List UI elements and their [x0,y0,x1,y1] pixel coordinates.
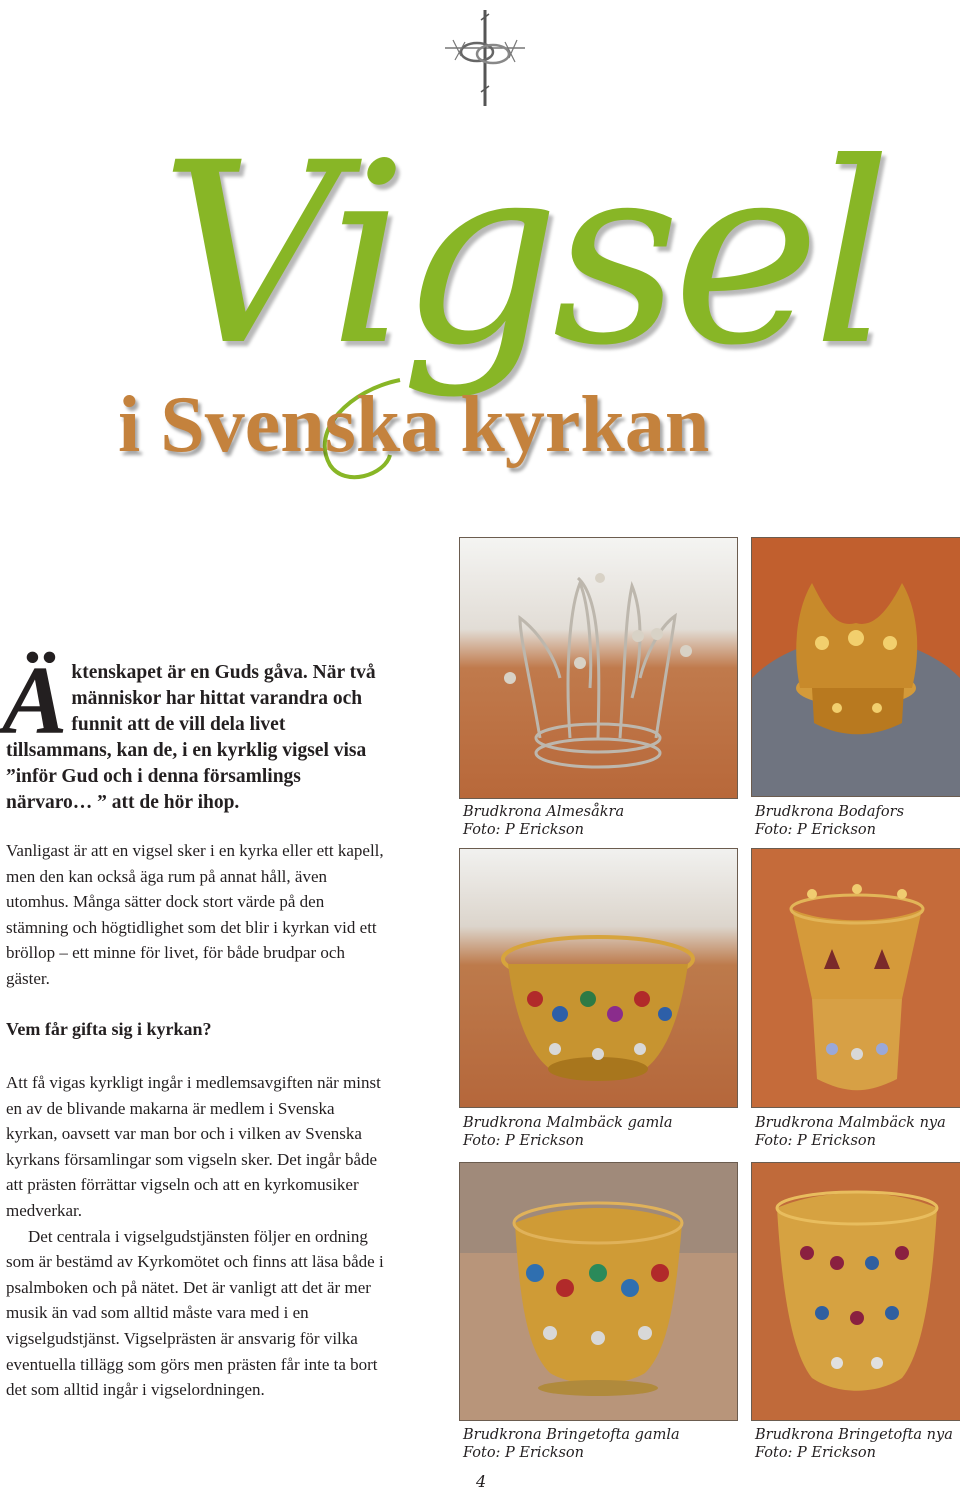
crown-photo-bringetofta-gamla [459,1162,738,1421]
page-number: 4 [476,1472,487,1491]
title-main: Vigsel [160,109,885,400]
caption-almesakra [463,803,624,839]
crown-photo-malmback-nya [751,848,960,1108]
crown-photo-malmback-gamla [459,848,738,1108]
body-paragraph-1: Vanligast är att en vigsel sker i en kyrka eller ett kapell, men den kan också äga rum på annat håll, även utomhus. Många sätter dock stort värde på den stämning och högtidlighet som det blir i kyrkan vid ett bröllop – ett minne för livet, för både brudpar och gäster. [6,841,384,988]
crown-photo-bringetofta-nya [751,1162,960,1421]
caption-bringetofta-gamla [463,1426,680,1462]
wedding-rings-ornament-icon [425,2,545,112]
crown-photo-bodafors [751,537,960,797]
intro-paragraph [2,647,390,816]
caption-credit: Foto: P Erickson [755,822,876,838]
caption-malmback-gamla [463,1114,673,1150]
body-paragraph-2: Att få vigas kyrkligt ingår i medlemsavgiften när minst en av de blivande makarna är medlem i Svenska kyrkan, oavsett var man bor och i vilken av Svenska kyrkans församlingar som vigseln sker. Det ingår både att prästen förrättar vigseln och att en kyrkomusiker medverkar. [6,1073,381,1220]
caption-credit: Foto: P Erickson [755,1445,876,1461]
caption-title: Brudkrona Bringetofta gamla [463,1427,680,1443]
caption-credit: Foto: P Erickson [463,1133,584,1149]
caption-title: Brudkrona Almesåkra [463,804,625,820]
body-column-2 [6,1070,386,1403]
crown-photo-almesakra [459,537,738,799]
caption-title: Brudkrona Malmbäck gamla [463,1115,673,1131]
caption-bringetofta-nya [755,1426,953,1462]
intro-text: ktenskapet är en Guds gåva. När två människor har hittat varandra och funnit att de vill dela livet tillsammans, kan de, i en kyrklig vigsel visa ”inför Gud och i denna församlings närvaro… ” att de hör ihop. [6,662,376,813]
caption-bodafors [755,803,904,839]
caption-title: Brudkrona Bringetofta nya [755,1427,953,1443]
drop-cap: Ä [2,647,68,755]
caption-credit: Foto: P Erickson [463,822,584,838]
caption-credit: Foto: P Erickson [463,1445,584,1461]
caption-credit: Foto: P Erickson [755,1133,876,1149]
caption-malmback-nya [755,1114,946,1150]
title-sub: i Svenska kyrkan [118,381,710,469]
caption-title: Brudkrona Malmbäck nya [755,1115,946,1131]
caption-title: Brudkrona Bodafors [755,804,905,820]
subheading: Vem får gifta sig i kyrkan? [6,1019,212,1039]
body-paragraph-3: Det centrala i vigselgudstjänsten följer en ordning som är bestämd av Kyrkomötet och finns att läsa både i psalmboken och på nätet. Det är vanligt att det är mer musik än vad som alltid måste vara med i en vigselgudstjänst. Vigselprästen är ansvarig för vilka eventuella tillägg som görs men prästen får inte ta bort det som alltid ingår i vigselordningen. [6,1226,384,1400]
